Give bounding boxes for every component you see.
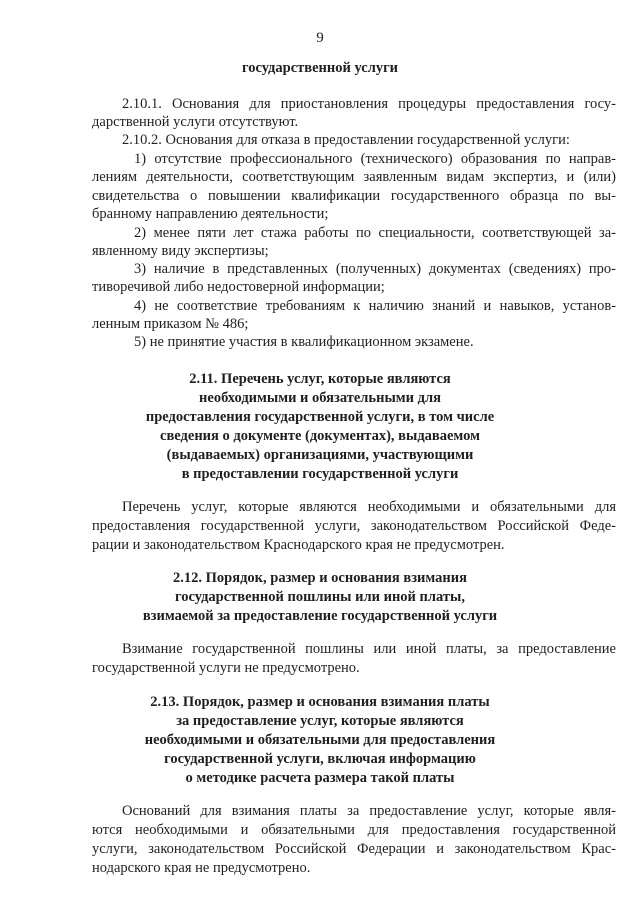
- paragraph-line: нодарского края не предусмотрено.: [92, 860, 311, 876]
- paragraph-line: Перечень услуг, которые являются необходимыми и обязательными для: [122, 499, 616, 515]
- list-item-line: 3) наличие в представленных (полученных) документах (сведениях) про-: [134, 261, 616, 277]
- section-heading: 2.12. Порядок, размер и основания взимания: [173, 570, 467, 586]
- section-heading: государственной услуги, включая информацию: [164, 751, 476, 767]
- section-heading: взимаемой за предоставление государственной услуги: [142, 608, 498, 624]
- section-heading: в предоставлении государственной услуги: [181, 466, 459, 482]
- section-heading: необходимыми и обязательными для предоставления: [144, 732, 496, 748]
- section-heading: сведения о документе (документах), выдаваемом: [160, 428, 480, 444]
- paragraph-line: ются необходимыми и обязательными для предоставления государственной: [92, 822, 616, 838]
- paragraph-line: дарственной услуги отсутствуют.: [92, 114, 299, 130]
- section-heading-continued: государственной услуги: [241, 60, 399, 76]
- paragraph-line: рации и законодательством Краснодарского края не предусмотрен.: [92, 537, 505, 553]
- paragraph-line: 2.10.2. Основания для отказа в предоставлении государственной услуги:: [122, 132, 570, 148]
- section-heading: государственной пошлины или иной платы,: [175, 589, 465, 605]
- paragraph-line: государственной услуги не предусмотрено.: [92, 660, 360, 676]
- paragraph-line: предоставления государственной услуги, законодательством Российской Феде-: [92, 518, 616, 534]
- list-item-line: тиворечивой либо недостоверной информации;: [92, 279, 385, 295]
- section-heading: предоставления государственной услуги, в том числе: [145, 409, 495, 425]
- list-item-line: 5) не принятие участия в квалификационном экзамене.: [134, 334, 474, 350]
- section-heading: необходимыми и обязательными для: [199, 390, 441, 406]
- section-heading: 2.11. Перечень услуг, которые являются: [189, 371, 451, 387]
- paragraph-line: Взимание государственной пошлины или иной платы, за предоставление: [122, 641, 616, 657]
- page-number: 9: [316, 30, 324, 46]
- list-item-line: явленному виду экспертизы;: [92, 243, 269, 259]
- section-heading: за предоставление услуг, которые являются: [176, 713, 464, 729]
- paragraph-line: Оснований для взимания платы за предоставление услуг, которые явля-: [122, 803, 616, 819]
- list-item-line: 2) менее пяти лет стажа работы по специальности, соответствующей за-: [134, 225, 616, 241]
- list-item-line: 1) отсутствие профессионального (технического) образования по направ-: [134, 151, 616, 167]
- list-item-line: лениям деятельности, соответствующим заявленным видам экспертиз, и (или): [92, 169, 616, 185]
- list-item-line: 4) не соответствие требованиям к наличию знаний и навыков, установ-: [134, 298, 616, 314]
- section-heading: (выдаваемых) организациями, участвующими: [166, 447, 474, 463]
- paragraph-line: услуги, законодательством Российской Федерации и законодательством Крас-: [92, 841, 616, 857]
- section-heading: 2.13. Порядок, размер и основания взимания платы: [150, 694, 490, 710]
- section-heading: о методике расчета размера такой платы: [185, 770, 455, 786]
- list-item-line: свидетельства о повышении квалификации государственного образца по вы-: [92, 188, 616, 204]
- list-item-line: бранному направлению деятельности;: [92, 206, 329, 222]
- paragraph-line: 2.10.1. Основания для приостановления процедуры предоставления госу-: [122, 96, 616, 112]
- list-item-line: ленным приказом № 486;: [92, 316, 249, 332]
